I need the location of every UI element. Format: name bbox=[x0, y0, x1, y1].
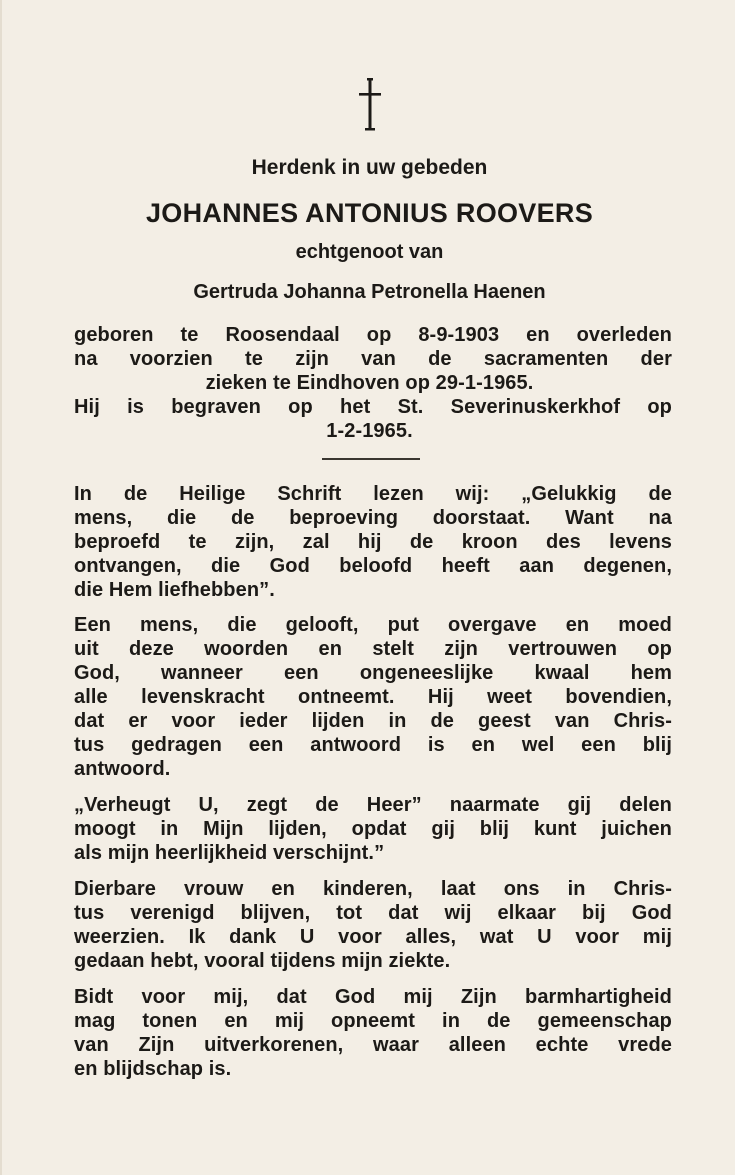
paragraph-line: beproefd te zijn, zal hij de kroon des levens bbox=[74, 531, 672, 553]
paragraph-line: weerzien. Ik dank U voor alles, wat U voor mij bbox=[74, 926, 672, 948]
latin-cross-icon bbox=[355, 78, 385, 132]
paragraph-line: tus gedragen een antwoord is en wel een blij bbox=[74, 734, 672, 756]
paragraph-line: alle levenskracht ontneemt. Hij weet bovendien, bbox=[74, 686, 672, 708]
paragraph-line: die Hem liefhebben”. bbox=[74, 579, 275, 601]
intro-text: Herdenk in uw gebeden bbox=[251, 156, 488, 179]
divider-line bbox=[322, 458, 420, 460]
paragraph-line: In de Heilige Schrift lezen wij: „Gelukkig de bbox=[74, 483, 672, 505]
paragraph-line: ontvangen, die God beloofd heeft aan degenen, bbox=[74, 555, 672, 577]
paragraph-line: dat er voor ieder lijden in de geest van Chris- bbox=[74, 710, 672, 732]
spouse-label: echtgenoot van bbox=[295, 241, 444, 263]
paragraph-line: „Verheugt U, zegt de Heer” naarmate gij delen bbox=[74, 794, 672, 816]
paragraph-line: moogt in Mijn lijden, opdat gij blij kunt juichen bbox=[74, 818, 672, 840]
paragraph-line: van Zijn uitverkorenen, waar alleen echte vrede bbox=[74, 1034, 672, 1056]
deceased-name: JOHANNES ANTONIUS ROOVERS bbox=[145, 198, 594, 228]
spouse-name: Gertruda Johanna Petronella Haenen bbox=[193, 281, 546, 303]
biography-line: na voorzien te zijn van de sacramenten der bbox=[74, 348, 672, 370]
paragraph-line: Bidt voor mij, dat God mij Zijn barmhartigheid bbox=[74, 986, 672, 1008]
paragraph-line: mens, die de beproeving doorstaat. Want na bbox=[74, 507, 672, 529]
paragraph-line: Een mens, die gelooft, put overgave en moed bbox=[74, 614, 672, 636]
paragraph-line: Dierbare vrouw en kinderen, laat ons in Chris- bbox=[74, 878, 672, 900]
paragraph-line: antwoord. bbox=[74, 758, 171, 780]
paragraph-line: gedaan hebt, vooral tijdens mijn ziekte. bbox=[74, 950, 451, 972]
paragraph-line: God, wanneer een ongeneeslijke kwaal hem bbox=[74, 662, 672, 684]
paragraph-line: en blijdschap is. bbox=[74, 1058, 232, 1080]
biography-line: 1-2-1965. bbox=[326, 420, 413, 442]
biography-line: geboren te Roosendaal op 8-9-1903 en overleden bbox=[74, 324, 672, 346]
paragraph-line: tus verenigd blijven, tot dat wij elkaar bij God bbox=[74, 902, 672, 924]
biography-line: zieken te Eindhoven op 29-1-1965. bbox=[205, 372, 534, 394]
paragraph-line: uit deze woorden en stelt zijn vertrouwen op bbox=[74, 638, 672, 660]
biography-line: Hij is begraven op het St. Severinuskerkhof op bbox=[74, 396, 672, 418]
paragraph-line: mag tonen en mij opneemt in de gemeenschap bbox=[74, 1010, 672, 1032]
paragraph-line: als mijn heerlijkheid verschijnt.” bbox=[74, 842, 385, 864]
